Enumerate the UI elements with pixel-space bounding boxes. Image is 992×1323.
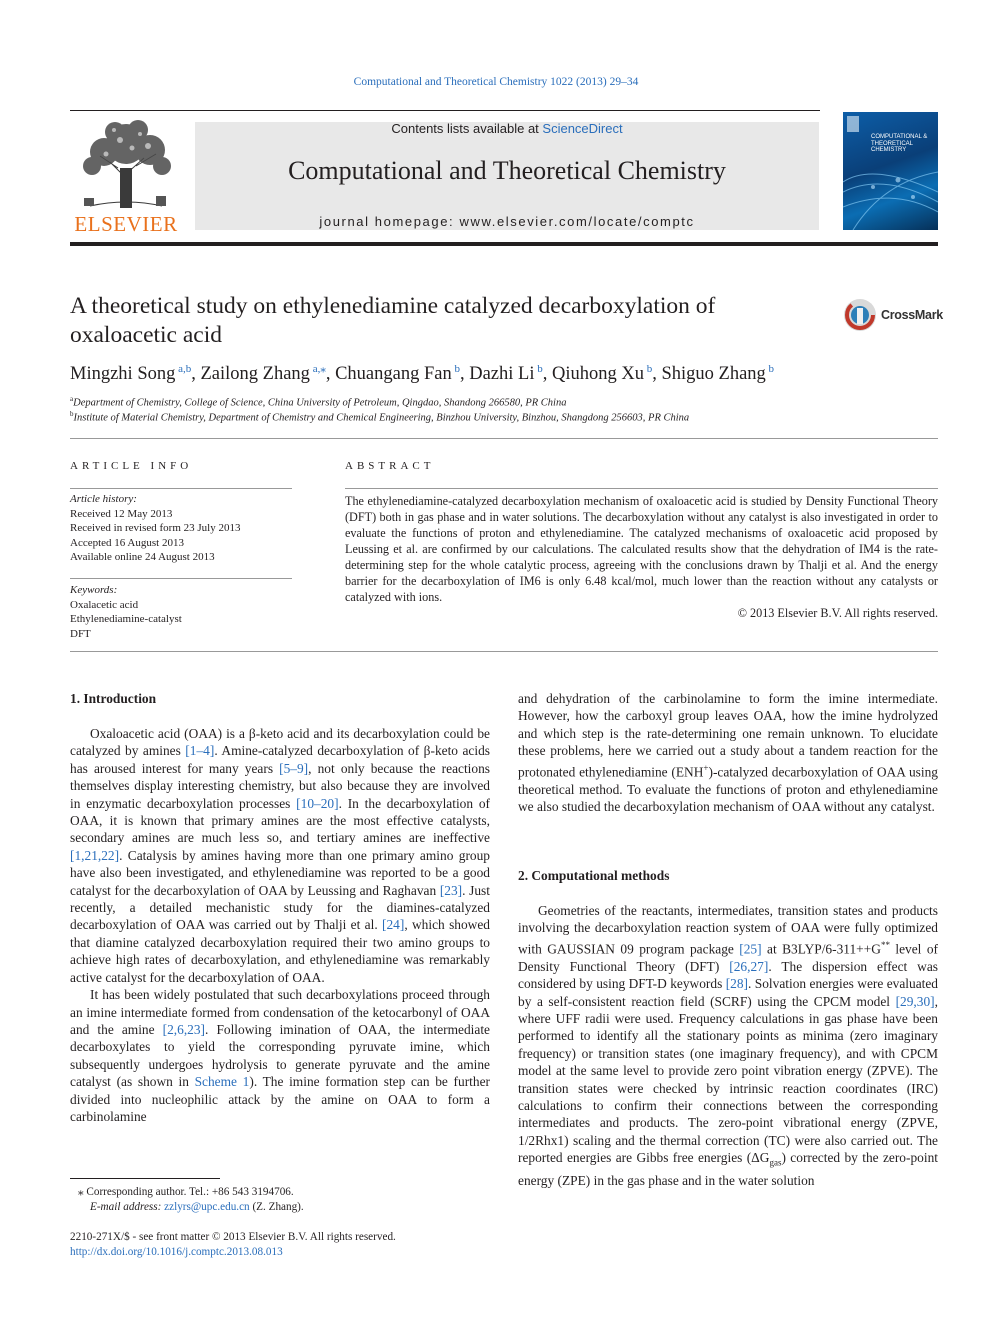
reference-link[interactable]: [1–4] [185, 743, 215, 759]
history-label: Article history: [70, 493, 137, 505]
history-accepted: Accepted 16 August 2013 [70, 536, 184, 549]
homepage-url[interactable]: www.elsevier.com/locate/comptc [459, 214, 695, 229]
intro-heading: 1. Introduction [70, 691, 157, 706]
reference-link[interactable]: [1,21,22] [70, 847, 120, 863]
reference-link[interactable]: Scheme 1 [194, 1074, 250, 1090]
intro-paragraph-3 [518, 690, 938, 815]
superscript: + [703, 762, 709, 773]
abstract-rule [345, 488, 938, 489]
superscript: ** [880, 939, 890, 950]
text-run: and dehydration of the carbinolamine to form the imine intermediate. However, how the carboxyl group leaves OAA, how the imine hydrolyzed and which step is the rate-determining one remain unknown. To elucidate these problems, here we carried out a study about a tandem reaction for the protonated ethylenediamine (ENH [518, 691, 938, 780]
abstract-body: The ethylenediamine-catalyzed decarboxylation mechanism of oxaloacetic acid is studied by Density Functional Theory (DFT) both in gas phase and in water solutions. The decarboxylation without any catalyst is also investigated in order to evaluate the functions of proton and ethylenediamine. The catalyzed mechanisms of oxaloacetic acid proposed by Leussing et al. are confirmed by our calculations. The calculated results show that the dehydration of IM4 is the rate-determining step for the whole catalytic process, agreeing with the conclusions drawn by Thalji et al. And the energy barrier for the decarboxylation of IM6 is only 6.48 kcal/mol, much lower than the reaction without any catalysts or catalyzed with ions. [345, 494, 938, 604]
author-sep: , [325, 364, 336, 385]
text-run: ) corrected by the zero-point energy (ZPE) in the gas phase and in the water solution [518, 1150, 938, 1189]
email-label: E-mail address: [90, 1201, 165, 1213]
header-top-rule [70, 110, 820, 111]
abstract-label: ABSTRACT [345, 460, 435, 472]
methods-paragraph-1 [518, 902, 938, 1190]
text-run: . Solvation energies were evaluated by a self-consistent reaction field (SCRF) using the CPCM model [518, 976, 938, 1009]
page-footer [70, 1230, 490, 1259]
author-sep: , [191, 364, 201, 385]
text-run: , where UFF radii were used. Frequency calculations in gas phase have been performed to identify all the stationary points as minima (zero imaginary frequency) or transition states (one imaginary frequency), and with CPCM model at the same level to provide zero point vibration energy (ZPVE). The transition states were checked by intrinsic reaction coordinates (IRC) calculations to confirm their connections between the corresponding intermediates and products. The zero-point vibrational energy (ZPVE, 1/2Rhx1) scaling and the thermal correction (TC) were also carried out. The reported energies are Gibbs free energies (ΔG [518, 993, 938, 1166]
elsevier-wordmark: ELSEVIER [74, 212, 178, 236]
intro-paragraph-2 [70, 986, 490, 1125]
author[interactable]: Dazhi Li [469, 364, 535, 385]
text-run: level of Density Functional Theory (DFT) [518, 941, 938, 974]
corresponding-author: ⁎ Corresponding author. Tel.: +86 543 3194706. [78, 1186, 294, 1198]
issn-line: 2210-271X/$ - see front matter © 2013 Elsevier B.V. All rights reserved. [70, 1231, 396, 1243]
text-run: , not only because the reactions themselves display interesting chemistry, but also because they are involved in enzymatic decarboxylation processes [70, 760, 490, 811]
subscript: gas [769, 1157, 782, 1168]
author-affil-sup[interactable]: b [454, 363, 460, 375]
crossmark-badge[interactable] [843, 298, 943, 334]
author-affil-sup[interactable]: b [768, 363, 775, 375]
text-run: Geometries of the reactants, intermediates, transition states and products involving the decarboxylation reaction system of OAA were fully optimized with GAUSSIAN 09 program package [518, 903, 938, 957]
title-line-2: oxaloacetic acid [70, 322, 223, 348]
text-run: . In the decarboxylation of OAA, it is known that primary amines are the most effective catalysts, secondary amines are much less so, and tertiary amines are ineffective [70, 795, 491, 846]
affiliation-b [70, 410, 938, 424]
affiliation-text: Institute of Material Chemistry, Department of Chemistry and Chemical Engineering, Binzhou University, Binzhou, Shangdong 256603, PR China [73, 412, 690, 424]
text-run: . Following imination of OAA, the intermediate decarboxylates to yield the corresponding pyruvate imine, which subsequently undergoes hydrolysis to generate pyruvate and the amine catalyst (as shown in [70, 1021, 490, 1090]
homepage-prefix: journal homepage: [319, 214, 460, 229]
history-online: Available online 24 August 2013 [70, 551, 215, 563]
author-affil-sup[interactable]: b [537, 363, 543, 375]
left-column [70, 725, 490, 1125]
contents-line [195, 121, 819, 136]
reference-link[interactable]: [29,30] [895, 993, 935, 1009]
title-line-1: A theoretical study on ethylenediamine catalyzed decarboxylation of [70, 293, 716, 319]
author-affil-sup[interactable]: a,b [178, 363, 192, 375]
footnote-rule [70, 1178, 220, 1179]
text-run: . Amine-catalyzed decarboxylation of β-keto acids has aroused interest for many years [70, 743, 490, 776]
email-suffix: (Z. Zhang). [249, 1201, 304, 1213]
affiliation-rule [70, 438, 938, 439]
keyword: Ethylenediamine-catalyst [70, 613, 182, 625]
text-run: )-catalyzed decarboxylation of OAA using theoretical method. To evaluate the functions of proton and ethylenediamine we also studied the decarboxylation mechanism of OAA without any catalyst. [518, 764, 938, 814]
affiliation-text: Department of Chemistry, College of Science, China University of Petroleum, Qingdao, Shandong 266580, PR China [73, 397, 567, 409]
author[interactable]: Mingzhi Song [70, 364, 176, 385]
footnote [70, 1185, 490, 1215]
keyword: DFT [70, 627, 91, 640]
keywords-rule [70, 578, 292, 579]
history-revised: Received in revised form 23 July 2013 [70, 522, 241, 534]
reference-link[interactable]: [25] [739, 941, 762, 957]
text-run: . The dispersion effect was considered by using DFT-D keywords [518, 958, 938, 992]
article-info-label: ARTICLE INFO [70, 460, 193, 472]
article-info-rule [70, 488, 292, 489]
author-sep: , [542, 364, 552, 385]
affiliation-sup: b [70, 410, 74, 418]
article-history [70, 492, 300, 565]
author[interactable]: Zailong Zhang [200, 364, 310, 385]
article-title [70, 292, 810, 350]
reference-link[interactable]: [24] [382, 917, 405, 933]
right-column-methods [518, 902, 938, 1190]
history-received: Received 12 May 2013 [70, 507, 173, 520]
journal-citation[interactable]: Computational and Theoretical Chemistry 1022 (2013) 29–34 [353, 76, 639, 88]
keyword: Oxalacetic acid [70, 598, 139, 611]
reference-link[interactable]: [23] [439, 882, 463, 898]
author-sep: , [652, 364, 662, 385]
email-link[interactable]: zzlyrs@upc.edu.cn [164, 1201, 250, 1213]
journal-homepage [195, 214, 819, 229]
text-run: . Just recently, a detailed mechanistic study for the diamines-catalyzed decarboxylation of OAA was carried out by Thalji et al. [70, 882, 490, 933]
author[interactable]: Shiguo Zhang [661, 364, 766, 385]
author[interactable]: Chuangang Fan [335, 364, 452, 385]
contents-prefix: Contents lists available at [391, 121, 543, 136]
text-run: ). The imine formation step can be further divided into nucleophilic attack by the amine on OAA to form a carbinolamine [70, 1074, 490, 1124]
text-run: It has been widely postulated that such decarboxylations proceed through an imine intermediate formed from condensation of the ketocarbonyl of OAA and the amine [70, 987, 490, 1037]
journal-cover-image[interactable] [843, 112, 938, 230]
reference-link[interactable]: [28] [725, 976, 749, 992]
abstract-bottom-rule [70, 651, 938, 652]
right-column-top [518, 690, 938, 815]
author-list [70, 362, 938, 385]
author-affil-sup[interactable]: b [646, 363, 653, 375]
author-affil-sup[interactable]: a,⁎ [312, 363, 326, 375]
crossmark-label: CrossMark [881, 308, 943, 322]
text-run: Oxaloacetic acid (OAA) is a β-keto acid and its decarboxylation could be catalyzed by amines [70, 726, 490, 759]
intro-paragraph-1 [70, 725, 490, 986]
abstract-copyright: © 2013 Elsevier B.V. All rights reserved. [737, 606, 938, 620]
affiliation-sup: a [70, 395, 74, 403]
keywords-label: Keywords: [70, 584, 118, 596]
doi-link[interactable]: http://dx.doi.org/10.1016/j.comptc.2013.08.013 [70, 1245, 283, 1258]
cover-title: COMPUTATIONAL & THEORETICAL CHEMISTRY [871, 134, 928, 153]
text-run: . Catalysis by amines having more than one primary amino group have also been investigated, and ethylenediamine was reported to be a good catalyst for the decarboxylation of OAA by Leussing and Raghavan [70, 847, 490, 898]
crossmark-icon [843, 298, 877, 332]
header-thick-rule [70, 242, 938, 246]
sciencedirect-link[interactable]: ScienceDirect [542, 121, 623, 136]
email-line [70, 1200, 490, 1215]
text-run: at B3LYP/6-311++G [761, 941, 881, 957]
reference-link[interactable]: [10–20] [296, 795, 339, 811]
journal-title: Computational and Theoretical Chemistry [288, 156, 726, 185]
author-sep: , [459, 364, 470, 385]
reference-link[interactable]: [2,6,23] [162, 1021, 206, 1037]
reference-link[interactable]: [5–9] [279, 760, 309, 776]
reference-link[interactable]: [26,27] [729, 958, 769, 974]
keywords [70, 583, 300, 641]
author[interactable]: Qiuhong Xu [551, 364, 644, 385]
affiliation-a [70, 395, 938, 409]
methods-heading: 2. Computational methods [518, 868, 670, 883]
abstract-text [345, 493, 938, 621]
text-run: , which showed that diamine catalyzed decarboxylation required their two amino groups to achieve high rates of decarboxylation, and ethylenediamine was remarkably active catalyst for the decarboxylation of OAA. [70, 917, 490, 985]
